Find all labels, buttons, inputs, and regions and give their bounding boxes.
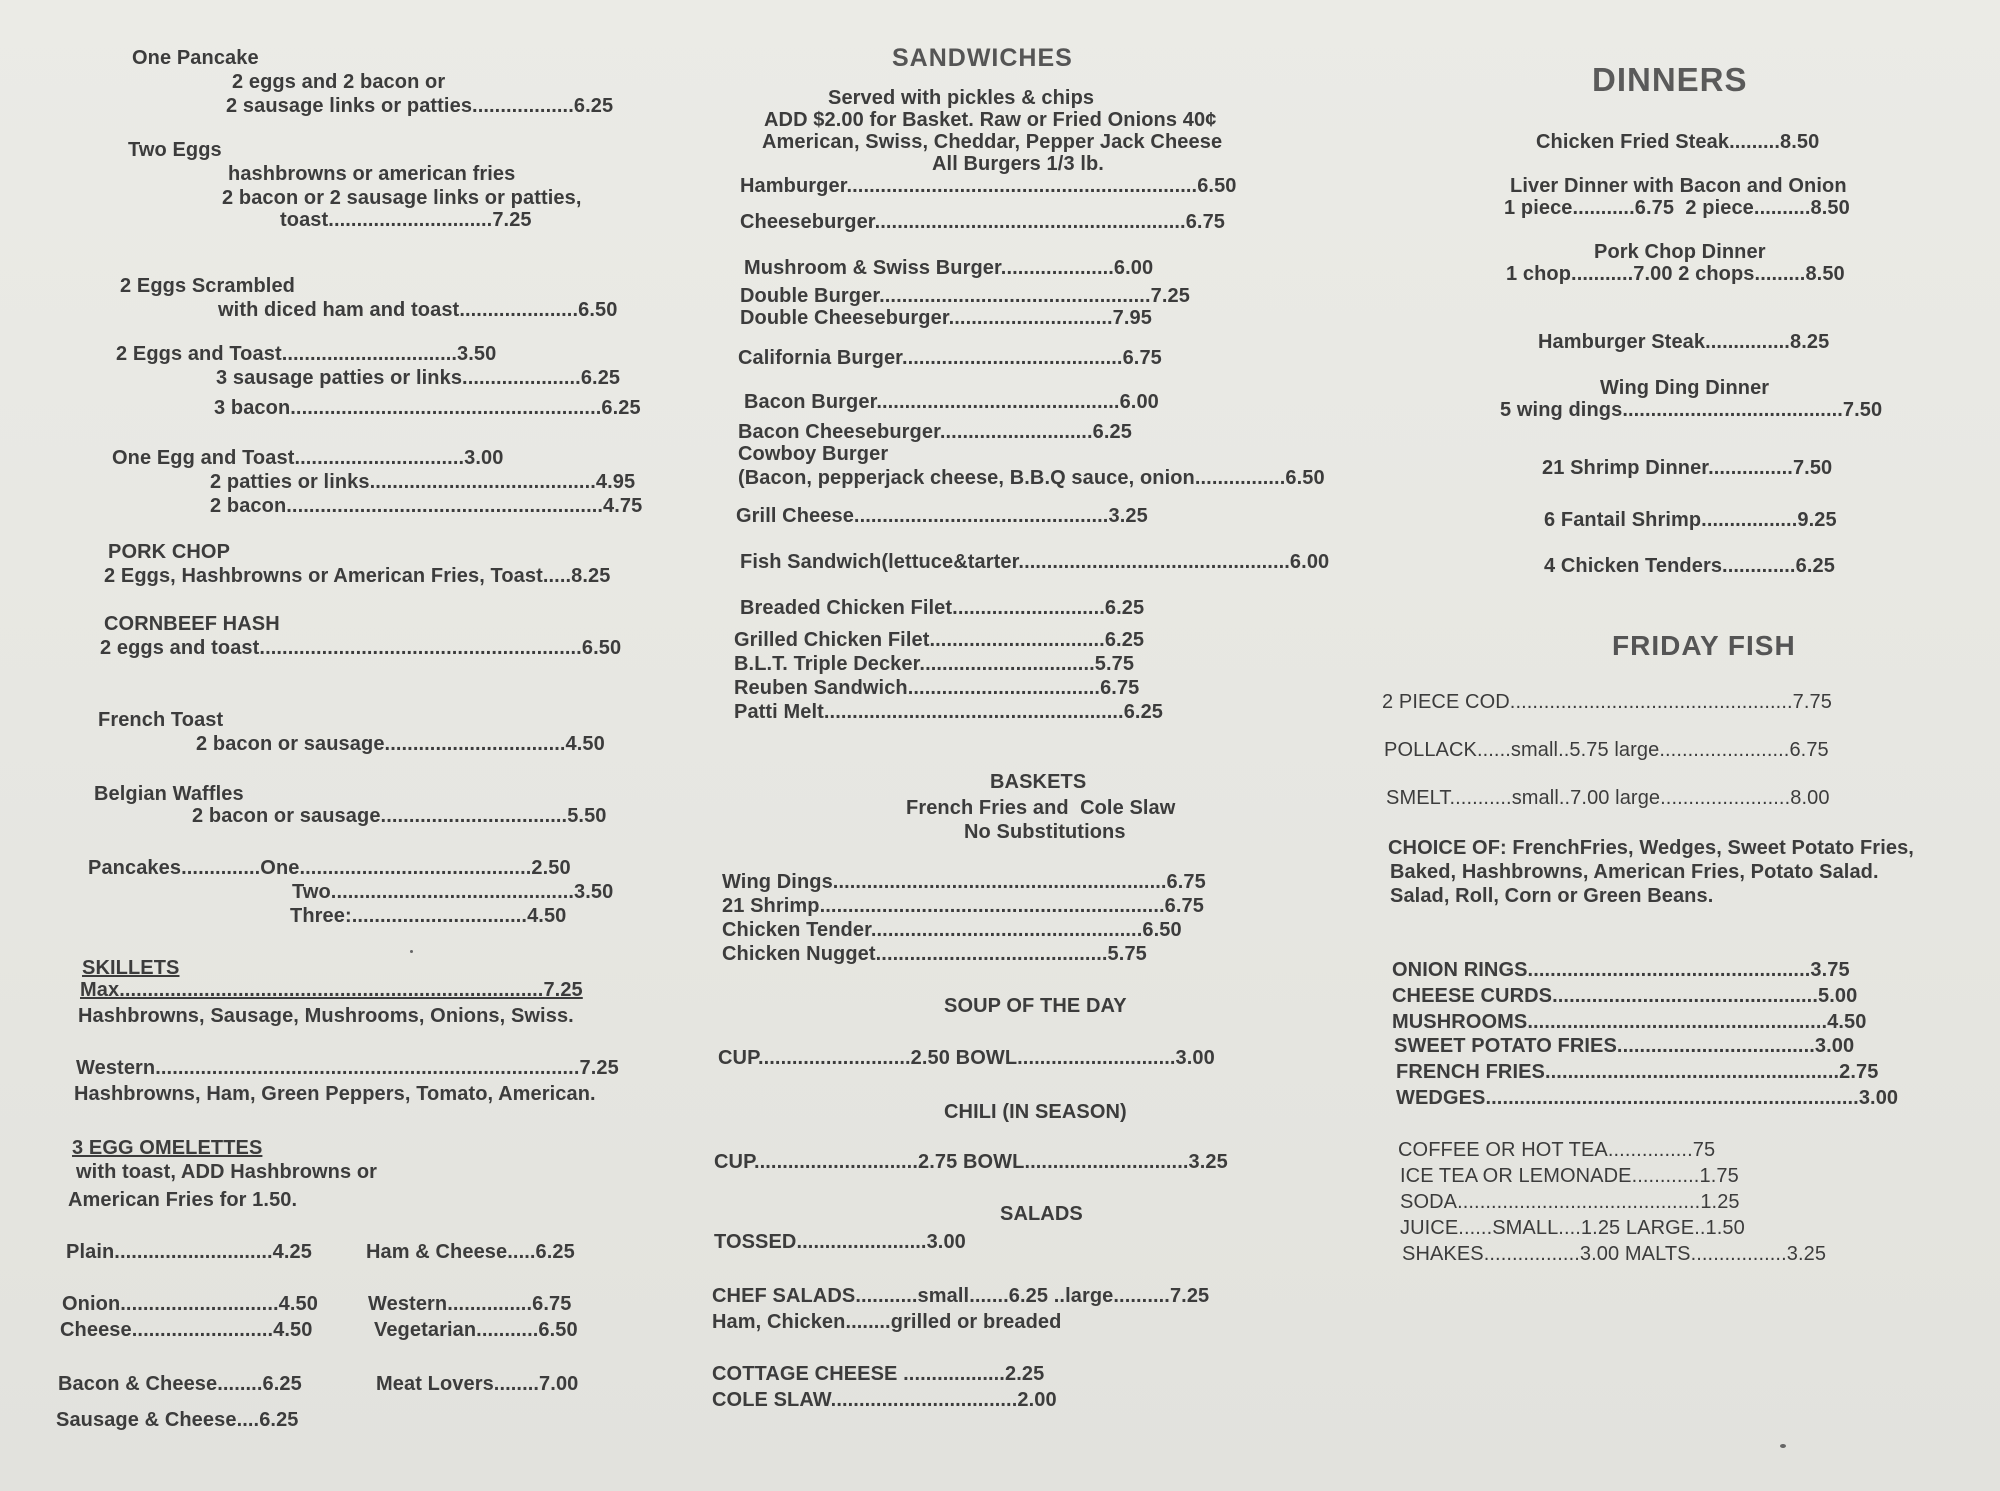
paper-speck bbox=[410, 950, 413, 953]
drink-item: SHAKES.................3.00 MALTS.................3.25 bbox=[1402, 1243, 1827, 1265]
item-price-line: Western...............6.75 bbox=[368, 1293, 572, 1315]
item-price-line: POLLACK......small..5.75 large.......................6.75 bbox=[1384, 739, 1829, 761]
side-item: MUSHROOMS.....................................................4.50 bbox=[1392, 1011, 1867, 1033]
section-title: SALADS bbox=[1000, 1203, 1083, 1225]
item-price-line: 2 PIECE COD..................................................7.75 bbox=[1382, 691, 1832, 713]
item-price-line: 2 patties or links........................................4.95 bbox=[210, 471, 636, 493]
item-price-line: Vegetarian...........6.50 bbox=[374, 1319, 578, 1341]
section-note: Served with pickles & chips bbox=[828, 87, 1095, 109]
item-price-line: 21 Shrimp Dinner...............7.50 bbox=[1542, 457, 1833, 479]
item-price-line: Double Cheeseburger.............................7.95 bbox=[740, 307, 1152, 329]
item-title: CORNBEEF HASH bbox=[104, 613, 280, 635]
item-price-line: Bacon Burger...........................................6.00 bbox=[744, 391, 1159, 413]
section-note: Salad, Roll, Corn or Green Beans. bbox=[1390, 885, 1714, 907]
item-price-line: Meat Lovers........7.00 bbox=[376, 1373, 579, 1395]
item-price-line: COTTAGE CHEESE ..................2.25 bbox=[712, 1363, 1045, 1385]
side-item: ONION RINGS..................................................3.75 bbox=[1392, 959, 1850, 981]
item-price-line: 1 chop...........7.00 2 chops.........8.50 bbox=[1506, 263, 1845, 285]
item-price-line: with diced ham and toast.....................6.50 bbox=[218, 299, 618, 321]
item-price-line: Wing Dings...........................................................6.75 bbox=[722, 871, 1206, 893]
item-price-line: CUP.............................2.75 BOWL.............................3.25 bbox=[714, 1151, 1228, 1173]
item-price-line: Western...........................................................................7.25 bbox=[76, 1057, 619, 1079]
item-price-line: Cheeseburger.......................................................6.75 bbox=[740, 211, 1226, 233]
section-note: Baked, Hashbrowns, American Fries, Potato Salad. bbox=[1390, 861, 1879, 883]
section-title: FRIDAY FISH bbox=[1612, 630, 1796, 661]
section-note: American, Swiss, Cheddar, Pepper Jack Cheese bbox=[762, 131, 1223, 153]
item-price-line: CUP...........................2.50 BOWL............................3.00 bbox=[718, 1047, 1215, 1069]
item-price-line: Chicken Nugget.........................................5.75 bbox=[722, 943, 1147, 965]
item-price-line: Hamburger..............................................................6.50 bbox=[740, 175, 1237, 197]
section-note: All Burgers 1/3 lb. bbox=[932, 153, 1104, 175]
section-note: CHOICE OF: FrenchFries, Wedges, Sweet Potato Fries, bbox=[1388, 837, 1914, 859]
item-price-line: Bacon & Cheese........6.25 bbox=[58, 1373, 302, 1395]
item-price-line: 4 Chicken Tenders.............6.25 bbox=[1544, 555, 1835, 577]
item-price-line: TOSSED.......................3.00 bbox=[714, 1231, 966, 1253]
item-price-line: 3 sausage patties or links.....................6.25 bbox=[216, 367, 621, 389]
item-price-line: Double Burger................................................7.25 bbox=[740, 285, 1190, 307]
item-price-line: B.L.T. Triple Decker...............................5.75 bbox=[734, 653, 1135, 675]
item-price-line: Grilled Chicken Filet...............................6.25 bbox=[734, 629, 1145, 651]
item-desc: Hashbrowns, Ham, Green Peppers, Tomato, American. bbox=[74, 1083, 596, 1105]
drink-item: COFFEE OR HOT TEA...............75 bbox=[1398, 1139, 1716, 1161]
section-title: CHILI (IN SEASON) bbox=[944, 1101, 1127, 1123]
item-price-line: 21 Shrimp.............................................................6.75 bbox=[722, 895, 1204, 917]
drink-item: SODA...........................................1.25 bbox=[1400, 1191, 1740, 1213]
item-title: French Toast bbox=[98, 709, 224, 731]
item-price-line: Mushroom & Swiss Burger....................6.00 bbox=[744, 257, 1154, 279]
item-price-line: California Burger.......................................6.75 bbox=[738, 347, 1162, 369]
side-item: FRENCH FRIES....................................................2.75 bbox=[1396, 1061, 1879, 1083]
item-title: One Pancake bbox=[132, 47, 259, 69]
item-price-line: Ham & Cheese.....6.25 bbox=[366, 1241, 575, 1263]
side-item: SWEET POTATO FRIES...................................3.00 bbox=[1394, 1035, 1855, 1057]
item-title: Two Eggs bbox=[128, 139, 222, 161]
item-price-line: Onion............................4.50 bbox=[62, 1293, 318, 1315]
item-desc: with toast, ADD Hashbrowns or bbox=[76, 1161, 378, 1183]
item-price-line: 6 Fantail Shrimp.................9.25 bbox=[1544, 509, 1837, 531]
item-price-line: 2 bacon or sausage.................................5.50 bbox=[192, 805, 607, 827]
section-title: DINNERS bbox=[1592, 61, 1748, 98]
item-price-line: SMELT...........small..7.00 large.......................8.00 bbox=[1386, 787, 1830, 809]
item-desc: Ham, Chicken........grilled or breaded bbox=[712, 1311, 1062, 1333]
drink-item: ICE TEA OR LEMONADE............1.75 bbox=[1400, 1165, 1739, 1187]
item-price-line: Three:...............................4.50 bbox=[290, 905, 567, 927]
item-price-line: toast.............................7.25 bbox=[280, 209, 532, 231]
item-price-line: 2 eggs and toast.........................................................6.50 bbox=[100, 637, 622, 659]
item-desc: 2 eggs and 2 bacon or bbox=[232, 71, 446, 93]
item-price-line: Chicken Tender................................................6.50 bbox=[722, 919, 1182, 941]
section-note: No Substitutions bbox=[964, 821, 1126, 843]
item-price-line: Cheese.........................4.50 bbox=[60, 1319, 313, 1341]
item-price-line: Chicken Fried Steak.........8.50 bbox=[1536, 131, 1820, 153]
item-price-line: 2 sausage links or patties..................6.25 bbox=[226, 95, 614, 117]
item-desc: American Fries for 1.50. bbox=[68, 1189, 298, 1211]
item-desc: hashbrowns or american fries bbox=[228, 163, 516, 185]
item-price-line: 2 bacon or sausage................................4.50 bbox=[196, 733, 605, 755]
item-title: Liver Dinner with Bacon and Onion bbox=[1510, 175, 1847, 197]
item-price-line: 1 piece...........6.75 2 piece..........8.50 bbox=[1504, 197, 1850, 219]
item-price-line: Grill Cheese.............................................3.25 bbox=[736, 505, 1148, 527]
side-item: WEDGES..................................................................3.00 bbox=[1396, 1087, 1899, 1109]
item-price-line: Breaded Chicken Filet...........................6.25 bbox=[740, 597, 1145, 619]
item-price-line: Hamburger Steak...............8.25 bbox=[1538, 331, 1830, 353]
item-price-line: Two...........................................3.50 bbox=[292, 881, 614, 903]
item-title: 2 Eggs and Toast...............................3.50 bbox=[116, 343, 497, 365]
item-price-line: Sausage & Cheese....6.25 bbox=[56, 1409, 299, 1431]
item-desc: Hashbrowns, Sausage, Mushrooms, Onions, Swiss. bbox=[78, 1005, 574, 1027]
item-title: 2 Eggs Scrambled bbox=[120, 275, 295, 297]
item-desc: 2 bacon or 2 sausage links or patties, bbox=[222, 187, 582, 209]
paper-speck bbox=[1780, 1444, 1786, 1448]
section-title: 3 EGG OMELETTES bbox=[72, 1137, 263, 1159]
item-price-line: 2 bacon........................................................4.75 bbox=[210, 495, 643, 517]
item-price-line: Bacon Cheeseburger...........................6.25 bbox=[738, 421, 1132, 443]
item-price-line: Pancakes..............One.........................................2.50 bbox=[88, 857, 571, 879]
item-title: Wing Ding Dinner bbox=[1600, 377, 1770, 399]
item-price-line: Fish Sandwich(lettuce&tarter................................................6.00 bbox=[740, 551, 1330, 573]
item-title: Belgian Waffles bbox=[94, 783, 244, 805]
item-price-line: Reuben Sandwich..................................6.75 bbox=[734, 677, 1140, 699]
item-title: Cowboy Burger bbox=[738, 443, 889, 465]
item-title: Pork Chop Dinner bbox=[1594, 241, 1766, 263]
side-item: CHEESE CURDS...............................................5.00 bbox=[1392, 985, 1858, 1007]
section-note: ADD $2.00 for Basket. Raw or Fried Onions 40¢ bbox=[764, 109, 1217, 131]
item-price-line: COLE SLAW.................................2.00 bbox=[712, 1389, 1057, 1411]
item-price-line: Max...........................................................................7.25 bbox=[80, 979, 583, 1001]
section-title: SOUP OF THE DAY bbox=[944, 995, 1127, 1017]
section-note: French Fries and Cole Slaw bbox=[906, 797, 1176, 819]
item-title: One Egg and Toast..............................3.00 bbox=[112, 447, 504, 469]
item-price-line: Patti Melt.....................................................6.25 bbox=[734, 701, 1164, 723]
item-price-line: (Bacon, pepperjack cheese, B.B.Q sauce, onion................6.50 bbox=[738, 467, 1325, 489]
item-price-line: 2 Eggs, Hashbrowns or American Fries, Toast.....8.25 bbox=[104, 565, 611, 587]
item-price-line: 5 wing dings.......................................7.50 bbox=[1500, 399, 1883, 421]
item-title: PORK CHOP bbox=[108, 541, 231, 563]
section-title: BASKETS bbox=[990, 771, 1087, 793]
item-price-line: Plain............................4.25 bbox=[66, 1241, 313, 1263]
section-title: SKILLETS bbox=[82, 957, 180, 979]
item-price-line: CHEF SALADS...........small.......6.25 ..large..........7.25 bbox=[712, 1285, 1210, 1307]
item-price-line: 3 bacon.......................................................6.25 bbox=[214, 397, 641, 419]
drink-item: JUICE......SMALL....1.25 LARGE..1.50 bbox=[1400, 1217, 1745, 1239]
section-title: SANDWICHES bbox=[892, 44, 1073, 72]
